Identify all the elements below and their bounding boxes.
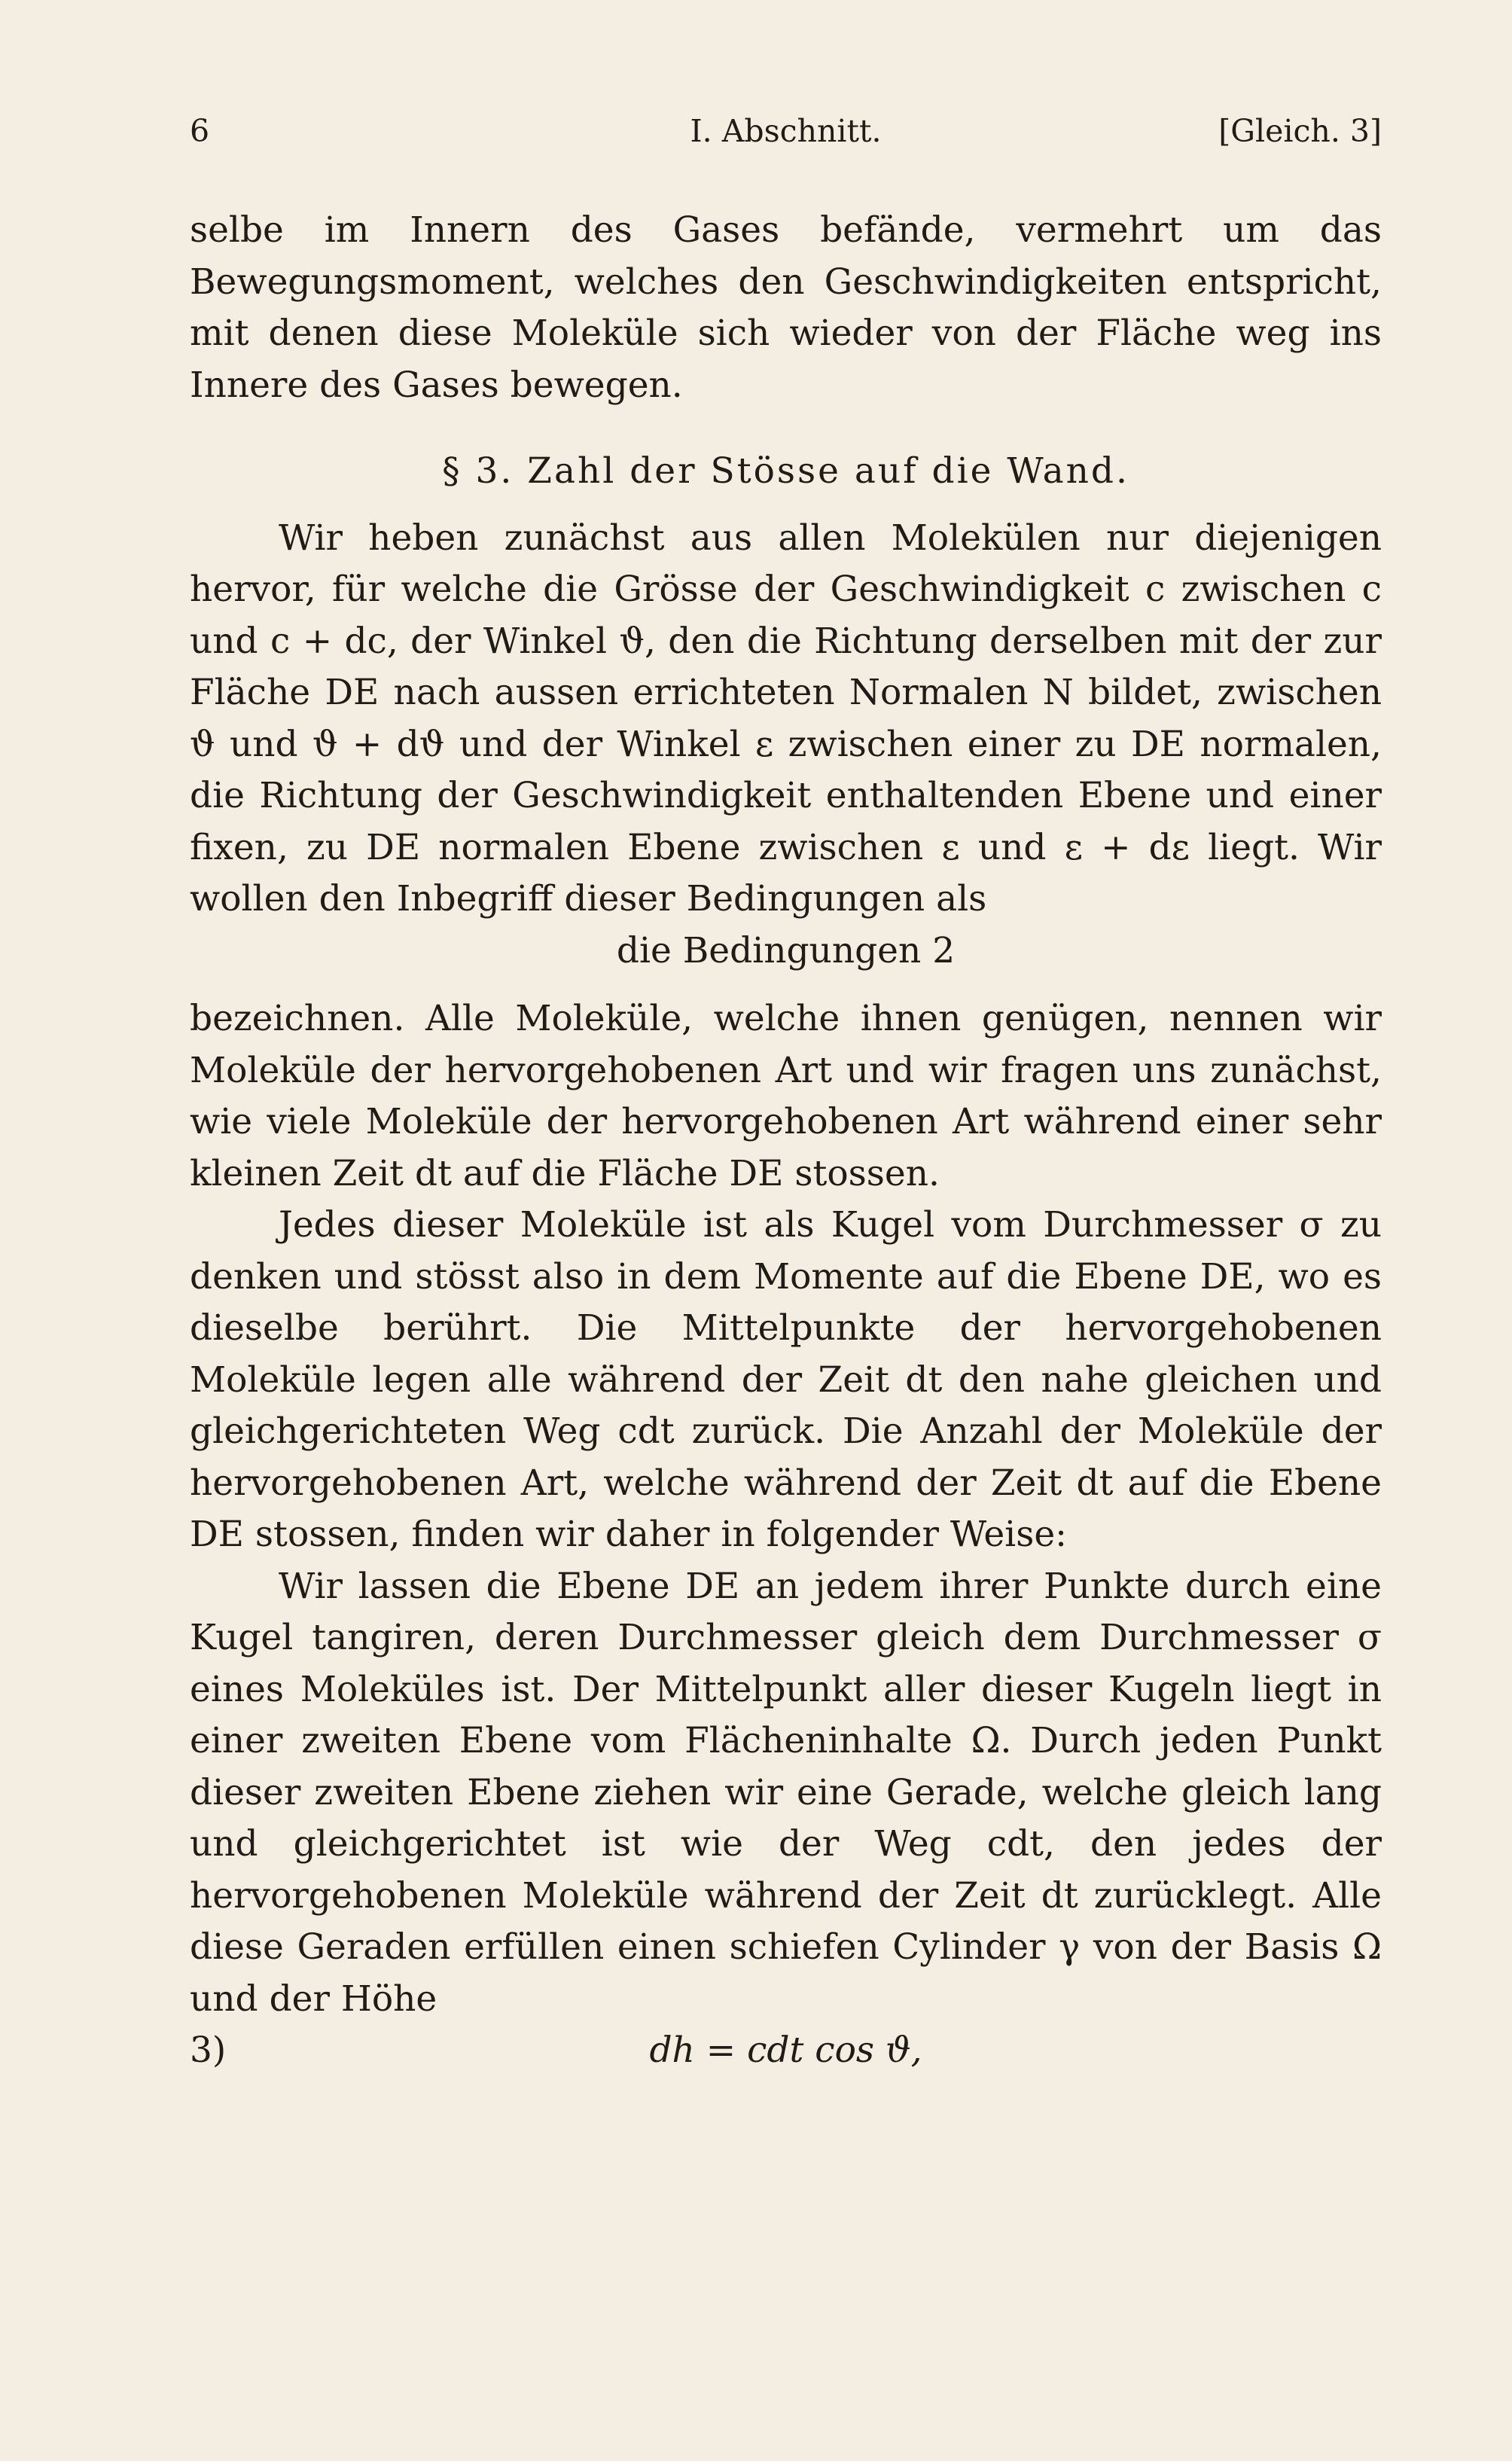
section-title: § 3. Zahl der Stösse auf die Wand. (442, 450, 1129, 492)
equation-reference: [Gleich. 3] (1218, 113, 1382, 149)
paragraph-1: selbe im Innern des Gases befände, vermehrt um das Bewegungsmoment, welches den Geschwindigkeiten entspricht, mit denen diese Moleküle sich wieder von der Fläche weg ins Innere des Gases bewegen. (190, 209, 1382, 406)
page-header (190, 113, 1382, 166)
paragraph-2: Wir heben zunächst aus allen Molekülen nur diejenigen hervor, für welche die Grösse der Geschwindigkeit c zwischen c und c + dc, der Winkel ϑ, den die Richtung derselben mit der zur Fläche DE nach aussen errichteten Normalen N bildet, zwischen ϑ und ϑ + dϑ und der Winkel ε zwischen einer zu DE normalen, die Richtung der Geschwindigkeit enthaltenden Ebene und einer fixen, zu DE normalen Ebene zwischen ε und ε + dε liegt. Wir wollen den Inbegriff dieser Bedingungen als (190, 517, 1382, 919)
running-title: I. Abschnitt. (690, 113, 882, 149)
paragraph-5: Wir lassen die Ebene DE an jedem ihrer Punkte durch eine Kugel tangiren, deren Durchmesser gleich dem Durchmesser σ eines Moleküles ist. Der Mittelpunkt aller dieser Kugeln liegt in einer zweiten Ebene vom Flächeninhalte Ω. Durch jeden Punkt dieser zweiten Ebene ziehen wir eine Gerade, welche gleich lang und gleichgerichtet ist wie der Weg cdt, den jedes der hervorgehobenen Moleküle während der Zeit dt zurücklegt. Alle diese Geraden erfüllen einen schiefen Cylinder γ von der Basis Ω und der Höhe (190, 1565, 1382, 2020)
equation-number: 3) (190, 2029, 227, 2071)
centered-phrase: die Bedingungen 2 (616, 929, 956, 971)
paragraph-4: Jedes dieser Moleküle ist als Kugel vom Durchmesser σ zu denken und stösst also in dem Momente auf die Ebene DE, wo es dieselbe berührt. Die Mittelpunkte der hervorgehobenen Moleküle legen alle während der Zeit dt den nahe gleichen und gleichgerichteten Weg cdt zurück. Die Anzahl der Moleküle der hervorgehobenen Art, welche während der Zeit dt auf die Ebene DE stossen, finden wir daher in folgender Weise: (190, 1204, 1382, 1555)
body-text (190, 205, 1382, 2076)
equation-line (190, 2025, 1382, 2076)
page-number: 6 (190, 113, 210, 149)
equation-formula: dh = cdt cos ϑ, (649, 2029, 922, 2071)
book-page (190, 113, 1382, 2076)
paragraph-3: bezeichnen. Alle Moleküle, welche ihnen genügen, nennen wir Moleküle der hervorgehobenen Art und wir fragen uns zunächst, wie viele Moleküle der hervorgehobenen Art während einer sehr kleinen Zeit dt auf die Fläche DE stossen. (190, 998, 1382, 1194)
